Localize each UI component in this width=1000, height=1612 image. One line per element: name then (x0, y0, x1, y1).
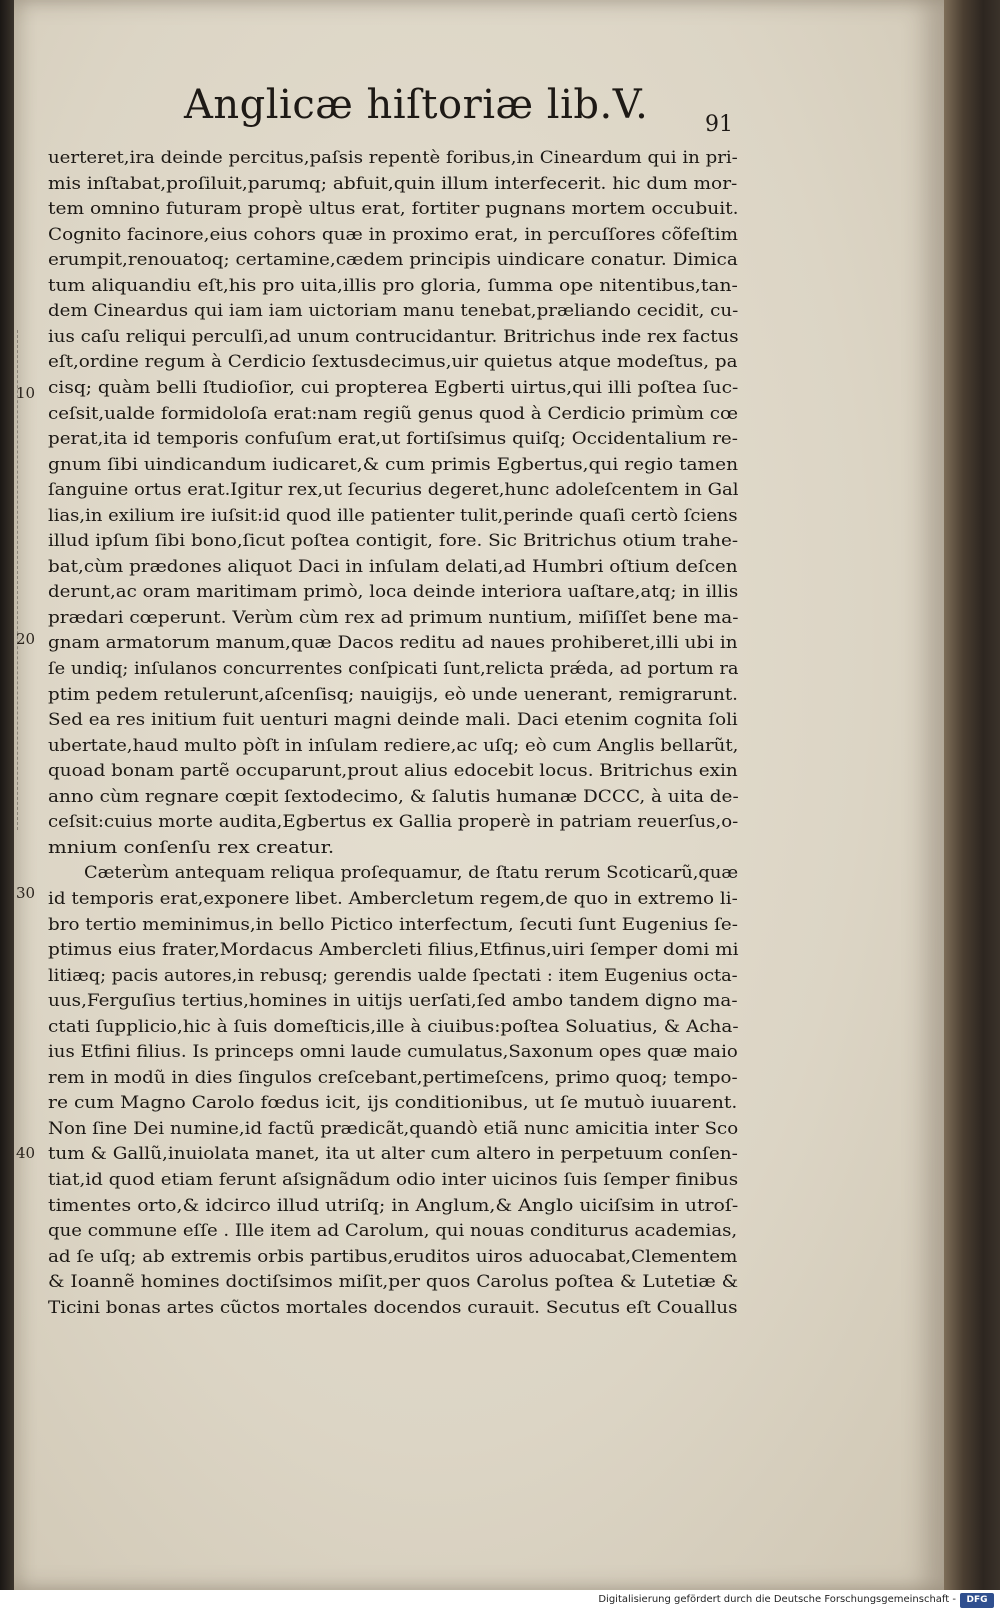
text-line: litiæq; pacis autores,in rebusq; gerendis ualde ſpectati : item Eugenius octa- (48, 965, 738, 986)
text-line: mis inſtabat,proſiluit,parumq; abfuit,quin illum interfecerit. hic dum mor- (48, 173, 738, 194)
text-line: tiat,id quod etiam ferunt aſsignãdum odio inter uicinos ſuis ſemper finibus (48, 1170, 739, 1190)
text-line: Sed ea res initium fuit uenturi magni deinde mali. Daci etenim cognita ſoli (48, 710, 738, 731)
text-line: tum aliquandiu eſt,his pro uita,illis pro gloria, ſumma ope nitentibus,tan- (48, 275, 738, 296)
text-line: ius caſu reliqui perculſi,ad unum contrucidantur. Britrichus inde rex factus (48, 326, 739, 347)
line-number-20: 20 (16, 630, 36, 648)
text-line: id temporis erat,exponere libet. Ambercletum regem,de quo in extremo li- (48, 888, 738, 909)
line-number-30: 30 (16, 884, 36, 902)
text-line: & Ioannẽ homines doctiſsimos miſit,per quos Carolus poſtea & Lutetiæ & (48, 1272, 739, 1293)
footer-bar (0, 1590, 1000, 1612)
text-line: tem omnino futuram propè ultus erat, fortiter pugnans mortem occubuit. (48, 199, 739, 220)
text-line: uus,Ferguſius tertius,homines in uitijs uerſati,ſed ambo tandem digno ma- (48, 991, 738, 1012)
footer-credit: Digitalisierung gefördert durch die Deutsche Forschungsgemeinschaft - (598, 1594, 956, 1605)
scan-left-edge (0, 0, 14, 1612)
text-line: perat,ita id temporis confuſum erat,ut fortiſsimus quiſq; Occidentalium re- (48, 429, 738, 450)
text-line: derunt,ac oram maritimam primò, loca deinde interiora uaſtare,atq; in illis (48, 582, 739, 603)
text-line: ad ſe uſq; ab extremis orbis partibus,eruditos uiros aduocabat,Clementem (48, 1246, 738, 1267)
text-line: ius Etfini filius. Is princeps omni laude cumulatus,Saxonum opes quæ maio (48, 1042, 738, 1063)
text-line: gnam armatorum manum,quæ Dacos reditu ad naues prohiberet,illi ubi in (48, 633, 738, 654)
text-line: que commune eſſe . Ille item ad Carolum, qui nouas conditurus academias, (48, 1221, 738, 1242)
text-line: re cum Magno Carolo fœdus icit, ijs conditionibus, ut ſe mutuò iuuarent. (48, 1093, 738, 1114)
text-line: ſanguine ortus erat.Igitur rex,ut ſecurius degeret,hunc adoleſcentem in Gal (48, 480, 739, 501)
text-line: prædari cœperunt. Verùm cùm rex ad primum nuntium, miſiſſet bene ma- (48, 607, 739, 628)
book-fore-edge (944, 0, 1000, 1590)
text-line: rem in modũ in dies ſingulos creſcebant,pertimeſcens, primo quoq; tempo- (48, 1067, 738, 1088)
text-line: dem Cineardus qui iam iam uictoriam manu tenebat,præliando cecidit, cu- (48, 301, 739, 322)
text-line: quoad bonam partẽ occuparunt,prout alius edocebit locus. Britrichus exin (48, 761, 738, 782)
text-line: uerteret,ira deinde percitus,paſsis repentè foribus,in Cineardum qui in pri- (48, 148, 738, 168)
page-number: 91 (705, 112, 733, 137)
text-line: anno cùm regnare cœpit ſextodecimo, & ſalutis humanæ DCCC, à uita de- (48, 786, 739, 807)
running-header: Anglicæ hiſtoriæ lib.V. (184, 82, 649, 128)
text-line: mnium conſenſu rex creatur. (48, 837, 335, 858)
text-line: Ticini bonas artes cũctos mortales docendos curauit. Secutus eſt Couallus (48, 1297, 738, 1318)
line-number-40: 40 (16, 1144, 36, 1162)
text-line: illud ipſum ſibi bono,ſicut poſtea contigit, fore. Sic Britrichus otium trahe- (48, 531, 739, 552)
dfg-logo: DFG (960, 1593, 994, 1608)
line-number-10: 10 (16, 384, 36, 402)
text-line: Cognito facinore,eius cohors quæ in proximo erat, in percuſſores cõfeſtim (48, 224, 738, 245)
text-line: cisq; quàm belli ſtudioſior, cui propterea Egberti uirtus,qui illi poſtea ſuc- (48, 377, 739, 398)
text-line: timentes orto,& idcirco illud utriſq; in Anglum,& Anglo uiciſsim in utroſ- (48, 1195, 739, 1216)
text-line: ctati ſupplicio,hic à ſuis domeſticis,ille à ciuibus:poſtea Soluatius, & Acha- (48, 1016, 739, 1037)
text-line: bat,cùm prædones aliquot Daci in inſulam delati,ad Humbri oſtium deſcen (48, 556, 738, 577)
text-line: ſe undiq; inſulanos concurrentes conſpicati ſunt,relicta prǽda, ad portum ra (48, 659, 739, 679)
text-line: ceſsit,ualde formidoloſa erat:nam regiũ genus quod à Cerdicio primùm cœ (48, 403, 739, 424)
text-line: Cæterùm antequam reliqua proſequamur, de ſtatu rerum Scoticarũ,quæ (84, 863, 739, 884)
text-line: Non ſine Dei numine,id factũ prædicãt,quandò etiã nunc amicitia inter Sco (48, 1118, 739, 1139)
text-line: gnum ſibi uindicandum iudicaret,& cum primis Egbertus,qui regio tamen (48, 454, 739, 475)
margin-marks (17, 330, 21, 830)
text-line: ptimus eius frater,Mordacus Ambercleti filius,Etfinus,uiri ſemper domi mi (48, 940, 739, 961)
text-line: ptim pedem retulerunt,aſcenſisq; nauigijs, eò unde uenerant, remigrarunt. (48, 684, 738, 705)
text-line: eſt,ordine regum à Cerdicio ſextusdecimus,uir quietus atque modeſtus, pa (48, 352, 738, 373)
text-line: ubertate,haud multo pòſt in inſulam rediere,ac uſq; eò cum Anglis bellarũt, (48, 735, 739, 756)
text-line: lias,in exilium ire iuſsit:id quod ille patienter tulit,perinde quaſi certò ſciens (48, 505, 738, 526)
text-line: bro tertio meminimus,in bello Pictico interfectum, ſecuti ſunt Eugenius ſe- (48, 914, 738, 935)
text-line: tum & Gallũ,inuiolata manet, ita ut alter cum altero in perpetuum conſen- (48, 1144, 738, 1165)
text-line: erumpit,renouatoq; certamine,cædem principis uindicare conatur. Dimica (48, 250, 738, 271)
text-line: ceſsit:cuius morte audita,Egbertus ex Gallia properè in patriam reuerſus,o- (48, 812, 739, 833)
